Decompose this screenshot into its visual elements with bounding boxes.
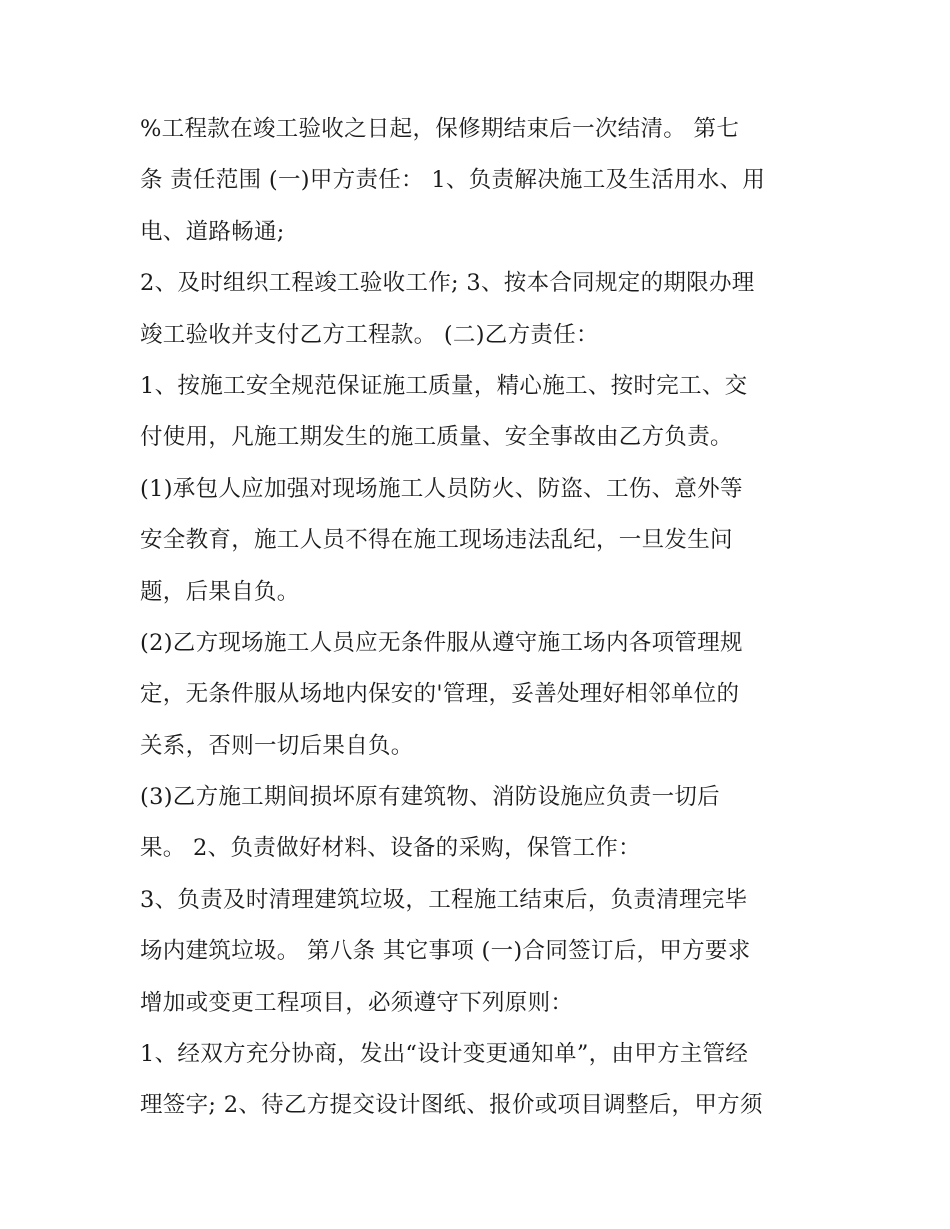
- text-line: 竣工验收并支付乙方工程款。 (二)乙方责任：: [140, 321, 599, 348]
- text-line: 场内建筑垃圾。 第八条 其它事项 (一)合同签订后，甲方要求: [140, 938, 751, 965]
- text-line: 电、道路畅通;: [140, 218, 285, 245]
- text-line: 付使用，凡施工期发生的施工质量、安全事故由乙方负责。: [140, 424, 733, 451]
- text-line: 条 责任范围 (一)甲方责任： 1、负责解决施工及生活用水、用: [140, 167, 766, 194]
- document-body: [140, 104, 820, 1132]
- text-line: 增加或变更工程项目，必须遵守下列原则：: [140, 989, 574, 1016]
- text-line: %工程款在竣工验收之日起，保修期结束后一次结清。 第七: [140, 116, 740, 142]
- text-line: 题，后果自负。: [140, 578, 300, 605]
- text-line: 安全教育，施工人员不得在施工现场违法乱纪，一旦发生问: [140, 527, 733, 554]
- text-line: 理签字; 2、待乙方提交设计图纸、报价或项目调整后，甲方须: [140, 1092, 763, 1119]
- text-line: 果。 2、负责做好材料、设备的采购，保管工作：: [140, 835, 641, 862]
- text-line: (2)乙方现场施工人员应无条件服从遵守施工场内各项管理规: [140, 629, 743, 656]
- text-line: 2、及时组织工程竣工验收工作; 3、按本合同规定的期限办理: [140, 270, 755, 297]
- text-line: 定，无条件服从场地内保安的'管理，妥善处理好相邻单位的: [140, 681, 740, 708]
- text-line: 1、经双方充分协商，发出“设计变更通知单”，由甲方主管经: [140, 1041, 749, 1068]
- text-line: (1)承包人应加强对现场施工人员防火、防盗、工伤、意外等: [140, 475, 743, 502]
- text-line: 3、负责及时清理建筑垃圾，工程施工结束后，负责清理完毕: [140, 886, 748, 913]
- text-line: (3)乙方施工期间损坏原有建筑物、消防设施应负责一切后: [140, 784, 720, 811]
- text-line: 1、按施工安全规范保证施工质量，精心施工、按时完工、交: [140, 372, 748, 399]
- text-line: 关系，否则一切后果自负。: [140, 732, 414, 759]
